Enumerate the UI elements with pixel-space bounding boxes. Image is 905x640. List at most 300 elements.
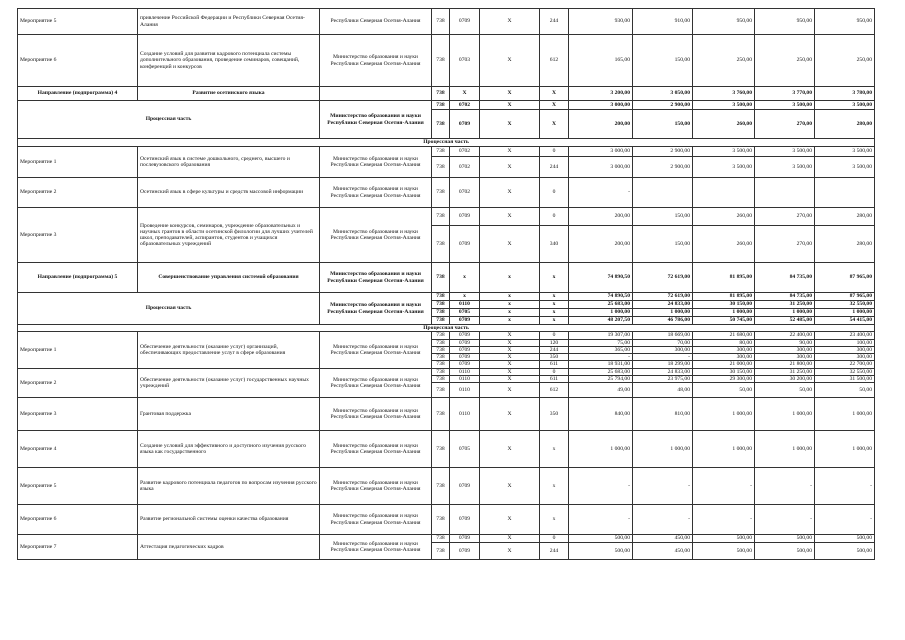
year1-amount: 25 683,00: [569, 301, 633, 309]
year5-amount: 23 400,00: [815, 332, 875, 339]
year3-amount: 3 760,00: [693, 87, 755, 101]
section-band-label: Процессная часть: [18, 139, 875, 147]
target-article-cell: X: [480, 354, 540, 361]
year1-amount: 200,00: [569, 226, 633, 263]
year3-amount: 50,00: [693, 383, 755, 398]
year5-amount: 54 415,00: [815, 317, 875, 325]
year5-amount: [815, 178, 875, 208]
expense-type-cell: 0: [540, 332, 569, 339]
target-article-cell: X: [480, 375, 540, 382]
section-cell: x: [450, 263, 480, 293]
measure-type-cell: Мероприятие 6: [18, 35, 138, 87]
measure-type-cell: Мероприятие 1: [18, 332, 138, 368]
year1-amount: 3 000,00: [569, 157, 633, 178]
measure-row: [18, 431, 875, 468]
expense-type-cell: 611: [540, 375, 569, 382]
year2-amount: 1 000,00: [633, 431, 693, 468]
year1-amount: 25 683,00: [569, 368, 633, 375]
measure-row: [18, 147, 875, 157]
year2-amount: 150,00: [633, 110, 693, 139]
grbs-cell: 738: [432, 346, 450, 353]
year3-amount: 1 000,00: [693, 309, 755, 317]
year5-amount: 500,00: [815, 543, 875, 560]
target-article-cell: x: [480, 293, 540, 301]
process-part-row: [18, 101, 875, 110]
year3-amount: 50 745,00: [693, 317, 755, 325]
year5-amount: 3 780,00: [815, 87, 875, 101]
expense-type-cell: x: [540, 468, 569, 505]
year4-amount: 84 735,00: [755, 293, 815, 301]
year2-amount: [633, 178, 693, 208]
executor-cell: Министерство образования и науки Республики Северная Осетия-Алания: [320, 101, 432, 139]
section-band-label: Процессная часть: [18, 325, 875, 332]
year5-amount: 280,00: [815, 226, 875, 263]
year2-amount: 24 833,00: [633, 368, 693, 375]
section-cell: X: [450, 87, 480, 101]
year4-amount: -: [755, 505, 815, 535]
year4-amount: 52 485,00: [755, 317, 815, 325]
year1-amount: 18 931,00: [569, 361, 633, 368]
year4-amount: 300,00: [755, 354, 815, 361]
year4-amount: 500,00: [755, 543, 815, 560]
year5-amount: 280,00: [815, 110, 875, 139]
year4-amount: 31 250,00: [755, 301, 815, 309]
expense-type-cell: X: [540, 110, 569, 139]
grbs-cell: 738: [432, 9, 450, 35]
expense-type-cell: 340: [540, 226, 569, 263]
measure-type-cell: Направление (подпрограмма) 5: [18, 263, 138, 293]
target-article-cell: X: [480, 110, 540, 139]
expense-type-cell: x: [540, 301, 569, 309]
measure-description-cell: привлечение Российской Федерации и Республики Северная Осетия-Алания: [138, 9, 320, 35]
year1-amount: 48 207,50: [569, 317, 633, 325]
year1-amount: 49,00: [569, 383, 633, 398]
grbs-cell: 738: [432, 87, 450, 101]
budget-table: [17, 8, 875, 560]
year4-amount: 21 800,00: [755, 361, 815, 368]
target-article-cell: X: [480, 468, 540, 505]
target-article-cell: x: [480, 263, 540, 293]
year2-amount: 72 619,00: [633, 263, 693, 293]
year3-amount: 3 500,00: [693, 157, 755, 178]
target-article-cell: X: [480, 361, 540, 368]
year5-amount: 3 500,00: [815, 147, 875, 157]
grbs-cell: 738: [432, 263, 450, 293]
grbs-cell: 738: [432, 309, 450, 317]
section-cell: 0709: [450, 361, 480, 368]
year2-amount: 46 786,00: [633, 317, 693, 325]
year4-amount: 3 770,00: [755, 87, 815, 101]
year1-amount: 19 307,00: [569, 332, 633, 339]
grbs-cell: 738: [432, 147, 450, 157]
target-article-cell: x: [480, 309, 540, 317]
measure-description-cell: Совершенствование управления системой образования: [138, 263, 320, 293]
year1-amount: 1 000,00: [569, 309, 633, 317]
grbs-cell: 738: [432, 468, 450, 505]
target-article-cell: X: [480, 398, 540, 431]
year4-amount: 22 400,00: [755, 332, 815, 339]
year2-amount: 910,00: [633, 9, 693, 35]
year5-amount: 950,00: [815, 9, 875, 35]
measure-type-cell: Мероприятие 2: [18, 368, 138, 398]
expense-type-cell: X: [540, 101, 569, 110]
section-cell: 0709: [450, 208, 480, 226]
year4-amount: 50,00: [755, 383, 815, 398]
year4-amount: 84 735,00: [755, 263, 815, 293]
grbs-cell: 738: [432, 293, 450, 301]
year3-amount: 29 300,00: [693, 375, 755, 382]
year1-amount: 3 000,00: [569, 147, 633, 157]
grbs-cell: 738: [432, 361, 450, 368]
expense-type-cell: 0: [540, 368, 569, 375]
year3-amount: 81 895,00: [693, 293, 755, 301]
year5-amount: 3 500,00: [815, 157, 875, 178]
year1-amount: 3 000,00: [569, 101, 633, 110]
year4-amount: 950,00: [755, 9, 815, 35]
measure-row: [18, 9, 875, 35]
year4-amount: 500,00: [755, 535, 815, 543]
expense-type-cell: 0: [540, 147, 569, 157]
section-cell: 0702: [450, 147, 480, 157]
year3-amount: 300,00: [693, 346, 755, 353]
measure-row: [18, 178, 875, 208]
expense-type-cell: x: [540, 317, 569, 325]
section-cell: 0709: [450, 226, 480, 263]
executor-cell: Министерство образования и науки Республики Северная Осетия-Алания: [320, 368, 432, 398]
year3-amount: 3 500,00: [693, 101, 755, 110]
year3-amount: 950,00: [693, 9, 755, 35]
year5-amount: 31 500,00: [815, 375, 875, 382]
grbs-cell: 738: [432, 375, 450, 382]
grbs-cell: 738: [432, 332, 450, 339]
year2-amount: 23 975,00: [633, 375, 693, 382]
year3-amount: 30 150,00: [693, 368, 755, 375]
expense-type-cell: 0: [540, 208, 569, 226]
expense-type-cell: 244: [540, 9, 569, 35]
measure-description-cell: Создание условий для развития кадрового потенциала системы дополнительного образования, проведение семинаров, совещаний, конференций и конкурсов: [138, 35, 320, 87]
year2-amount: 3 050,00: [633, 87, 693, 101]
year4-amount: 90,00: [755, 339, 815, 346]
measure-type-cell: Мероприятие 1: [18, 147, 138, 178]
expense-type-cell: 244: [540, 346, 569, 353]
section-cell: 0709: [450, 9, 480, 35]
year5-amount: -: [815, 505, 875, 535]
grbs-cell: 738: [432, 110, 450, 139]
expense-type-cell: 0: [540, 535, 569, 543]
year2-amount: 450,00: [633, 535, 693, 543]
year5-amount: 1 000,00: [815, 398, 875, 431]
section-cell: 0110: [450, 301, 480, 309]
year2-amount: 300,00: [633, 346, 693, 353]
executor-cell: Министерство образования и науки Республики Северная Осетия-Алания: [320, 178, 432, 208]
year2-amount: 70,00: [633, 339, 693, 346]
year4-amount: -: [755, 468, 815, 505]
section-cell: 0709: [450, 543, 480, 560]
measure-type-cell: Мероприятие 7: [18, 535, 138, 560]
year4-amount: 250,00: [755, 35, 815, 87]
year2-amount: -: [633, 468, 693, 505]
target-article-cell: X: [480, 208, 540, 226]
grbs-cell: 738: [432, 398, 450, 431]
target-article-cell: X: [480, 383, 540, 398]
year4-amount: 1 000,00: [755, 309, 815, 317]
year1-amount: 500,00: [569, 543, 633, 560]
section-cell: 0110: [450, 368, 480, 375]
year2-amount: 150,00: [633, 35, 693, 87]
grbs-cell: 738: [432, 543, 450, 560]
section-band-row: [18, 325, 875, 332]
year4-amount: 3 500,00: [755, 157, 815, 178]
year2-amount: 24 833,00: [633, 301, 693, 309]
measure-type-cell: Мероприятие 3: [18, 398, 138, 431]
year3-amount: 500,00: [693, 535, 755, 543]
year1-amount: 74 890,50: [569, 263, 633, 293]
target-article-cell: X: [480, 147, 540, 157]
year5-amount: 300,00: [815, 354, 875, 361]
expense-type-cell: 612: [540, 35, 569, 87]
year5-amount: 280,00: [815, 208, 875, 226]
grbs-cell: 738: [432, 178, 450, 208]
year3-amount: 21 680,00: [693, 332, 755, 339]
executor-cell: Республики Северная Осетия-Алания: [320, 9, 432, 35]
grbs-cell: 738: [432, 505, 450, 535]
grbs-cell: 738: [432, 354, 450, 361]
year1-amount: -: [569, 505, 633, 535]
section-cell: 0703: [450, 35, 480, 87]
expense-type-cell: x: [540, 431, 569, 468]
year3-amount: 30 150,00: [693, 301, 755, 309]
section-cell: 0709: [450, 332, 480, 339]
year3-amount: [693, 178, 755, 208]
year3-amount: 260,00: [693, 110, 755, 139]
executor-cell: Министерство образования и науки Республики Северная Осетия-Алания: [320, 332, 432, 368]
target-article-cell: X: [480, 431, 540, 468]
year5-amount: 250,00: [815, 35, 875, 87]
year4-amount: 270,00: [755, 226, 815, 263]
year1-amount: -: [569, 468, 633, 505]
year2-amount: 450,00: [633, 543, 693, 560]
section-cell: 0110: [450, 375, 480, 382]
year5-amount: 22 700,00: [815, 361, 875, 368]
target-article-cell: X: [480, 35, 540, 87]
section-cell: 0705: [450, 309, 480, 317]
year4-amount: 31 250,00: [755, 368, 815, 375]
year5-amount: 500,00: [815, 535, 875, 543]
year3-amount: 1 000,00: [693, 431, 755, 468]
section-band-row: [18, 139, 875, 147]
target-article-cell: x: [480, 301, 540, 309]
expense-type-cell: 611: [540, 361, 569, 368]
target-article-cell: X: [480, 332, 540, 339]
year2-amount: 18 669,00: [633, 332, 693, 339]
year2-amount: 2 900,00: [633, 157, 693, 178]
measure-type-cell: Мероприятие 3: [18, 208, 138, 263]
section-cell: 0709: [450, 339, 480, 346]
target-article-cell: X: [480, 368, 540, 375]
measure-type-cell: Мероприятие 5: [18, 468, 138, 505]
year5-amount: 32 550,00: [815, 368, 875, 375]
expense-type-cell: 612: [540, 383, 569, 398]
year5-amount: 87 965,00: [815, 263, 875, 293]
year1-amount: 200,00: [569, 208, 633, 226]
year3-amount: 1 000,00: [693, 398, 755, 431]
measure-type-cell: Мероприятие 4: [18, 431, 138, 468]
target-article-cell: X: [480, 543, 540, 560]
section-cell: 0110: [450, 383, 480, 398]
section-cell: 0709: [450, 354, 480, 361]
year1-amount: 200,00: [569, 110, 633, 139]
year1-amount: -: [569, 354, 633, 361]
year1-amount: 74 890,50: [569, 293, 633, 301]
grbs-cell: 738: [432, 226, 450, 263]
executor-cell: [320, 87, 432, 101]
year5-amount: 100,00: [815, 339, 875, 346]
expense-type-cell: 244: [540, 543, 569, 560]
year2-amount: 2 900,00: [633, 147, 693, 157]
year2-amount: 150,00: [633, 226, 693, 263]
grbs-cell: 738: [432, 339, 450, 346]
target-article-cell: X: [480, 87, 540, 101]
executor-cell: Министерство образования и науки Республики Северная Осетия-Алания: [320, 468, 432, 505]
year5-amount: 1 000,00: [815, 431, 875, 468]
grbs-cell: 738: [432, 317, 450, 325]
measure-type-cell: Направление (подпрограмма) 4: [18, 87, 138, 101]
grbs-cell: 738: [432, 535, 450, 543]
year3-amount: 260,00: [693, 226, 755, 263]
measure-description-cell: Грантовая поддержка: [138, 398, 320, 431]
year1-amount: 500,00: [569, 535, 633, 543]
year3-amount: 250,00: [693, 35, 755, 87]
section-cell: 0709: [450, 535, 480, 543]
executor-cell: Министерство образования и науки Республики Северная Осетия-Алания: [320, 535, 432, 560]
year3-amount: 260,00: [693, 208, 755, 226]
expense-type-cell: x: [540, 505, 569, 535]
process-part-label: Процессная часть: [18, 101, 320, 139]
year4-amount: 270,00: [755, 208, 815, 226]
target-article-cell: X: [480, 339, 540, 346]
year4-amount: 1 000,00: [755, 398, 815, 431]
section-cell: 0702: [450, 178, 480, 208]
year5-amount: 87 965,00: [815, 293, 875, 301]
year2-amount: 48,00: [633, 383, 693, 398]
target-article-cell: X: [480, 178, 540, 208]
section-cell: 0709: [450, 346, 480, 353]
year4-amount: 3 500,00: [755, 147, 815, 157]
executor-cell: Министерство образования и науки Республики Северная Осетия-Алания: [320, 431, 432, 468]
year2-amount: 18 299,00: [633, 361, 693, 368]
executor-cell: Министерство образования и науки Республики Северная Осетия-Алания: [320, 208, 432, 263]
executor-cell: Министерство образования и науки Республики Северная Осетия-Алания: [320, 263, 432, 293]
grbs-cell: 738: [432, 368, 450, 375]
grbs-cell: 738: [432, 157, 450, 178]
year1-amount: 3 200,00: [569, 87, 633, 101]
executor-cell: Министерство образования и науки Республики Северная Осетия-Алания: [320, 147, 432, 178]
expense-type-cell: 350: [540, 354, 569, 361]
executor-cell: Министерство образования и науки Республики Северная Осетия-Алания: [320, 398, 432, 431]
target-article-cell: X: [480, 226, 540, 263]
expense-type-cell: x: [540, 293, 569, 301]
year2-amount: -: [633, 354, 693, 361]
year1-amount: 1 000,00: [569, 431, 633, 468]
expense-type-cell: x: [540, 309, 569, 317]
year3-amount: -: [693, 468, 755, 505]
section-cell: 0702: [450, 101, 480, 110]
measure-description-cell: Проведение конкурсов, семинаров, учреждение образовательных и научных грантов в области осетинской филологии для лучших учителей школ, преподавателей, аспирантов, студентов и учащихся образовательных учреждений: [138, 208, 320, 263]
section-cell: x: [450, 293, 480, 301]
year3-amount: 80,00: [693, 339, 755, 346]
direction-row: [18, 263, 875, 293]
measure-description-cell: Развитие кадрового потенциала педагогов по вопросам изучения русского языка: [138, 468, 320, 505]
year4-amount: 300,00: [755, 346, 815, 353]
target-article-cell: X: [480, 505, 540, 535]
expense-type-cell: x: [540, 263, 569, 293]
measure-description-cell: Осетинский язык в системе дошкольного, среднего, высшего и послевузовского образования: [138, 147, 320, 178]
measure-row: [18, 332, 875, 339]
measure-type-cell: Мероприятие 2: [18, 178, 138, 208]
year1-amount: -: [569, 178, 633, 208]
measure-type-cell: Мероприятие 5: [18, 9, 138, 35]
section-cell: 0709: [450, 468, 480, 505]
measure-description-cell: Аттестация педагогических кадров: [138, 535, 320, 560]
measure-row: [18, 535, 875, 543]
measure-row: [18, 505, 875, 535]
grbs-cell: 738: [432, 301, 450, 309]
year4-amount: 30 200,00: [755, 375, 815, 382]
target-article-cell: X: [480, 101, 540, 110]
year2-amount: 1 000,00: [633, 309, 693, 317]
measure-description-cell: Создание условий для эффективного и доступного изучения русского языка как государственного: [138, 431, 320, 468]
measure-description-cell: Обеспечение деятельности (оказание услуг) организаций, обеспечивающих предоставление услуг в сфере образования: [138, 332, 320, 368]
measure-type-cell: Мероприятие 6: [18, 505, 138, 535]
year5-amount: -: [815, 468, 875, 505]
grbs-cell: 738: [432, 431, 450, 468]
year4-amount: [755, 178, 815, 208]
year2-amount: 72 619,00: [633, 293, 693, 301]
year1-amount: 75,00: [569, 339, 633, 346]
process-part-row: [18, 293, 875, 301]
section-cell: 0709: [450, 110, 480, 139]
expense-type-cell: 244: [540, 157, 569, 178]
year2-amount: -: [633, 505, 693, 535]
measure-description-cell: Развитие региональной системы оценки качества образования: [138, 505, 320, 535]
year1-amount: 930,00: [569, 9, 633, 35]
section-cell: 0709: [450, 317, 480, 325]
section-cell: 0702: [450, 157, 480, 178]
measure-row: [18, 35, 875, 87]
section-cell: 0705: [450, 431, 480, 468]
section-cell: 0110: [450, 398, 480, 431]
expense-type-cell: 120: [540, 339, 569, 346]
measure-row: [18, 468, 875, 505]
target-article-cell: X: [480, 9, 540, 35]
measure-row: [18, 368, 875, 375]
measure-row: [18, 398, 875, 431]
measure-description-cell: Осетинский язык в сфере культуры и средств массовой информации: [138, 178, 320, 208]
grbs-cell: 738: [432, 35, 450, 87]
expense-type-cell: 0: [540, 178, 569, 208]
direction-row: [18, 87, 875, 101]
executor-cell: Министерство образования и науки Республики Северная Осетия-Алания: [320, 505, 432, 535]
year4-amount: 1 000,00: [755, 431, 815, 468]
year2-amount: 810,00: [633, 398, 693, 431]
year3-amount: 3 500,00: [693, 147, 755, 157]
year3-amount: 21 000,00: [693, 361, 755, 368]
section-cell: 0709: [450, 505, 480, 535]
year4-amount: 3 500,00: [755, 101, 815, 110]
year5-amount: 300,00: [815, 346, 875, 353]
year1-amount: 25 794,00: [569, 375, 633, 382]
year3-amount: -: [693, 505, 755, 535]
